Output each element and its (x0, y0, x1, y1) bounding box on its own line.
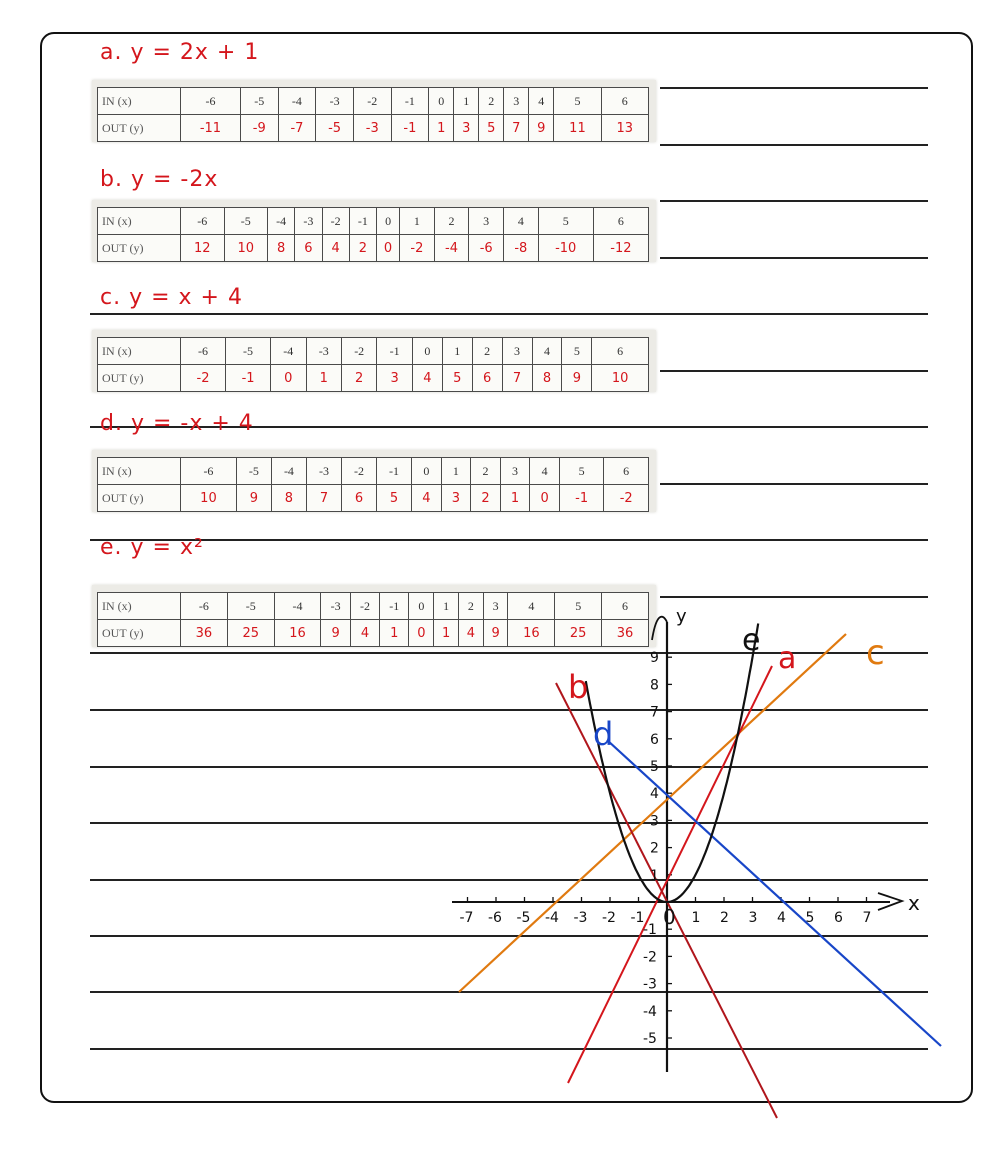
in-cell: 0 (412, 458, 442, 485)
in-cell: -4 (271, 338, 306, 365)
out-cell: 25 (555, 620, 602, 647)
out-cell: 9 (529, 115, 554, 142)
out-cell: 5 (442, 365, 472, 392)
out-cell: 5 (377, 485, 412, 512)
in-cell: 2 (472, 338, 502, 365)
out-cell: -1 (226, 365, 271, 392)
label-a: a (778, 641, 797, 676)
y-tick-label: 1 (650, 867, 659, 884)
out-cell: -8 (504, 235, 539, 262)
y-tick-label: -2 (643, 949, 657, 966)
in-cell: 1 (442, 338, 472, 365)
in-cell: -5 (236, 458, 271, 485)
out-cell: 9 (321, 620, 350, 647)
out-cell: 10 (592, 365, 649, 392)
graph-labels (460, 606, 921, 1047)
out-cell: 11 (554, 115, 601, 142)
out-cell: -5 (316, 115, 354, 142)
in-cell: -1 (349, 208, 376, 235)
out-cell: 7 (502, 365, 532, 392)
out-cell: 0 (530, 485, 560, 512)
x-tick-label: 6 (834, 910, 843, 926)
out-cell: 5 (479, 115, 504, 142)
out-header: OUT (y) (98, 485, 181, 512)
x-tick-label: -7 (459, 910, 474, 926)
in-cell: -2 (341, 338, 376, 365)
out-cell: 36 (181, 620, 228, 647)
out-header: OUT (y) (98, 115, 181, 142)
x-tick-label: 5 (805, 910, 815, 926)
in-cell: -6 (181, 208, 225, 235)
out-cell: 1 (429, 115, 454, 142)
out-cell: 0 (377, 235, 400, 262)
in-cell: 2 (458, 593, 483, 620)
in-cell: -6 (181, 458, 237, 485)
y-tick-label: -3 (643, 976, 657, 993)
out-cell: 9 (562, 365, 592, 392)
out-cell: 6 (341, 485, 376, 512)
in-cell: 0 (409, 593, 434, 620)
y-tick-label: 9 (650, 650, 659, 667)
out-cell: 1 (380, 620, 409, 647)
in-cell: -2 (322, 208, 349, 235)
in-cell: 5 (562, 338, 592, 365)
in-cell: 5 (559, 458, 604, 485)
x-tick-label: -2 (602, 910, 616, 926)
in-cell: -3 (316, 88, 354, 115)
out-header: OUT (y) (98, 365, 181, 392)
out-cell: 4 (322, 235, 349, 262)
out-cell: -2 (400, 235, 435, 262)
in-cell: -3 (321, 593, 350, 620)
in-cell: 5 (554, 88, 601, 115)
out-cell: 0 (409, 620, 434, 647)
in-header: IN (x) (98, 208, 181, 235)
x-tick-label: -4 (545, 910, 559, 926)
y-axis-label: y (676, 606, 687, 627)
label-e: e (742, 623, 761, 658)
in-cell: -4 (274, 593, 321, 620)
out-cell: 2 (349, 235, 376, 262)
out-cell: 1 (306, 365, 341, 392)
in-cell: 3 (502, 338, 532, 365)
out-cell: -1 (391, 115, 429, 142)
y-axis-arrow-icon (652, 617, 667, 640)
out-cell: -11 (181, 115, 241, 142)
out-cell: 36 (602, 620, 649, 647)
out-cell: 7 (306, 485, 341, 512)
in-header: IN (x) (98, 88, 181, 115)
in-cell: 4 (508, 593, 555, 620)
in-header: IN (x) (98, 593, 181, 620)
y-tick-label: 8 (650, 677, 659, 694)
out-cell: -10 (538, 235, 593, 262)
in-cell: 3 (469, 208, 504, 235)
y-tick-label: -1 (643, 922, 657, 939)
x-tick-label: -1 (630, 910, 645, 926)
out-cell: 1 (434, 620, 459, 647)
in-cell: -3 (306, 338, 341, 365)
in-cell: 3 (500, 458, 530, 485)
y-tick-label: 7 (650, 704, 659, 721)
in-cell: 1 (434, 593, 459, 620)
out-cell: 7 (504, 115, 529, 142)
in-header: IN (x) (98, 458, 181, 485)
out-cell: 8 (271, 485, 306, 512)
out-cell: -4 (434, 235, 469, 262)
out-cell: 9 (236, 485, 271, 512)
out-cell: 4 (412, 485, 442, 512)
x-tick-label: 2 (720, 910, 729, 926)
in-cell: 1 (400, 208, 435, 235)
out-cell: 9 (483, 620, 508, 647)
axes (452, 617, 902, 1072)
section-d-heading: d. y = -x + 4 (100, 411, 254, 436)
in-cell: 4 (532, 338, 562, 365)
out-cell: 16 (508, 620, 555, 647)
in-cell: -6 (181, 338, 226, 365)
in-cell: -3 (306, 458, 341, 485)
out-cell: 6 (295, 235, 322, 262)
in-cell: -1 (377, 458, 412, 485)
out-cell: 3 (377, 365, 412, 392)
in-cell: 1 (454, 88, 479, 115)
out-cell: 4 (412, 365, 442, 392)
plot-lines (459, 624, 941, 1119)
section-c-heading: c. y = x + 4 (100, 285, 243, 310)
out-cell: 8 (532, 365, 562, 392)
x-tick-label: 1 (691, 910, 701, 926)
in-cell: -1 (380, 593, 409, 620)
in-cell: -4 (271, 458, 306, 485)
out-cell: 13 (601, 115, 648, 142)
out-cell: 12 (181, 235, 225, 262)
label-d: d (593, 715, 614, 753)
out-header: OUT (y) (98, 620, 181, 647)
x-tick-label: 4 (777, 910, 786, 926)
out-cell: -2 (604, 485, 649, 512)
in-cell: 4 (530, 458, 560, 485)
out-cell: 25 (227, 620, 274, 647)
section-a-heading: a. y = 2x + 1 (100, 40, 260, 65)
curve-e (586, 623, 761, 903)
in-cell: 6 (592, 338, 649, 365)
in-cell: -4 (268, 208, 295, 235)
in-cell: 5 (555, 593, 602, 620)
y-tick-label: -5 (643, 1031, 657, 1047)
in-cell: -1 (377, 338, 412, 365)
in-cell: -2 (350, 593, 379, 620)
x-tick-label: 7 (862, 910, 872, 926)
out-cell: 3 (454, 115, 479, 142)
in-cell: -5 (226, 338, 271, 365)
in-cell: -6 (181, 88, 241, 115)
x-tick-label: -3 (573, 910, 588, 926)
out-cell: 4 (350, 620, 379, 647)
y-tick-label: 3 (650, 813, 659, 830)
x-tick-label: 3 (748, 910, 758, 926)
x-tick-label: 0 (663, 905, 676, 929)
out-cell: 6 (472, 365, 502, 392)
in-cell: -3 (295, 208, 322, 235)
out-cell: -2 (181, 365, 226, 392)
in-cell: 0 (412, 338, 442, 365)
out-cell: -6 (469, 235, 504, 262)
in-cell: 0 (377, 208, 400, 235)
in-cell: 1 (441, 458, 471, 485)
out-cell: 16 (274, 620, 321, 647)
in-cell: 0 (429, 88, 454, 115)
in-cell: -5 (240, 88, 278, 115)
in-cell: 3 (504, 88, 529, 115)
in-cell: 5 (538, 208, 593, 235)
x-tick-label: -6 (488, 910, 502, 926)
in-cell: -4 (278, 88, 316, 115)
in-cell: 2 (434, 208, 469, 235)
in-cell: 6 (601, 88, 648, 115)
in-cell: 4 (529, 88, 554, 115)
out-cell: 10 (224, 235, 268, 262)
out-cell: -7 (278, 115, 316, 142)
y-tick-label: -4 (643, 1003, 657, 1020)
label-c: c (866, 633, 885, 673)
out-cell: -9 (240, 115, 278, 142)
y-tick-label: 6 (650, 731, 659, 748)
in-cell: 2 (479, 88, 504, 115)
y-tick-label: 2 (650, 840, 659, 857)
out-cell: 2 (471, 485, 501, 512)
x-tick-label: -5 (516, 910, 531, 926)
in-cell: -1 (391, 88, 429, 115)
in-cell: 2 (471, 458, 501, 485)
out-cell: 1 (500, 485, 530, 512)
out-cell: 0 (271, 365, 306, 392)
out-cell: 10 (181, 485, 237, 512)
in-cell: -2 (341, 458, 376, 485)
in-cell: 3 (483, 593, 508, 620)
in-header: IN (x) (98, 338, 181, 365)
section-b-heading: b. y = -2x (100, 167, 219, 192)
in-cell: -5 (224, 208, 268, 235)
out-cell: 4 (458, 620, 483, 647)
in-cell: 4 (504, 208, 539, 235)
in-cell: -5 (227, 593, 274, 620)
out-header: OUT (y) (98, 235, 181, 262)
out-cell: -1 (559, 485, 604, 512)
in-cell: 6 (593, 208, 648, 235)
x-axis-label: x (908, 891, 920, 915)
out-cell: 2 (341, 365, 376, 392)
out-cell: -3 (353, 115, 391, 142)
section-e-heading: e. y = x² (100, 535, 204, 560)
in-cell: 6 (602, 593, 649, 620)
in-cell: 6 (604, 458, 649, 485)
y-tick-label: 5 (650, 759, 659, 775)
y-tick-label: 4 (650, 786, 659, 803)
in-cell: -2 (353, 88, 391, 115)
out-cell: 3 (441, 485, 471, 512)
out-cell: 8 (268, 235, 295, 262)
out-cell: -12 (593, 235, 648, 262)
in-cell: -6 (181, 593, 228, 620)
label-b: b (568, 668, 589, 706)
